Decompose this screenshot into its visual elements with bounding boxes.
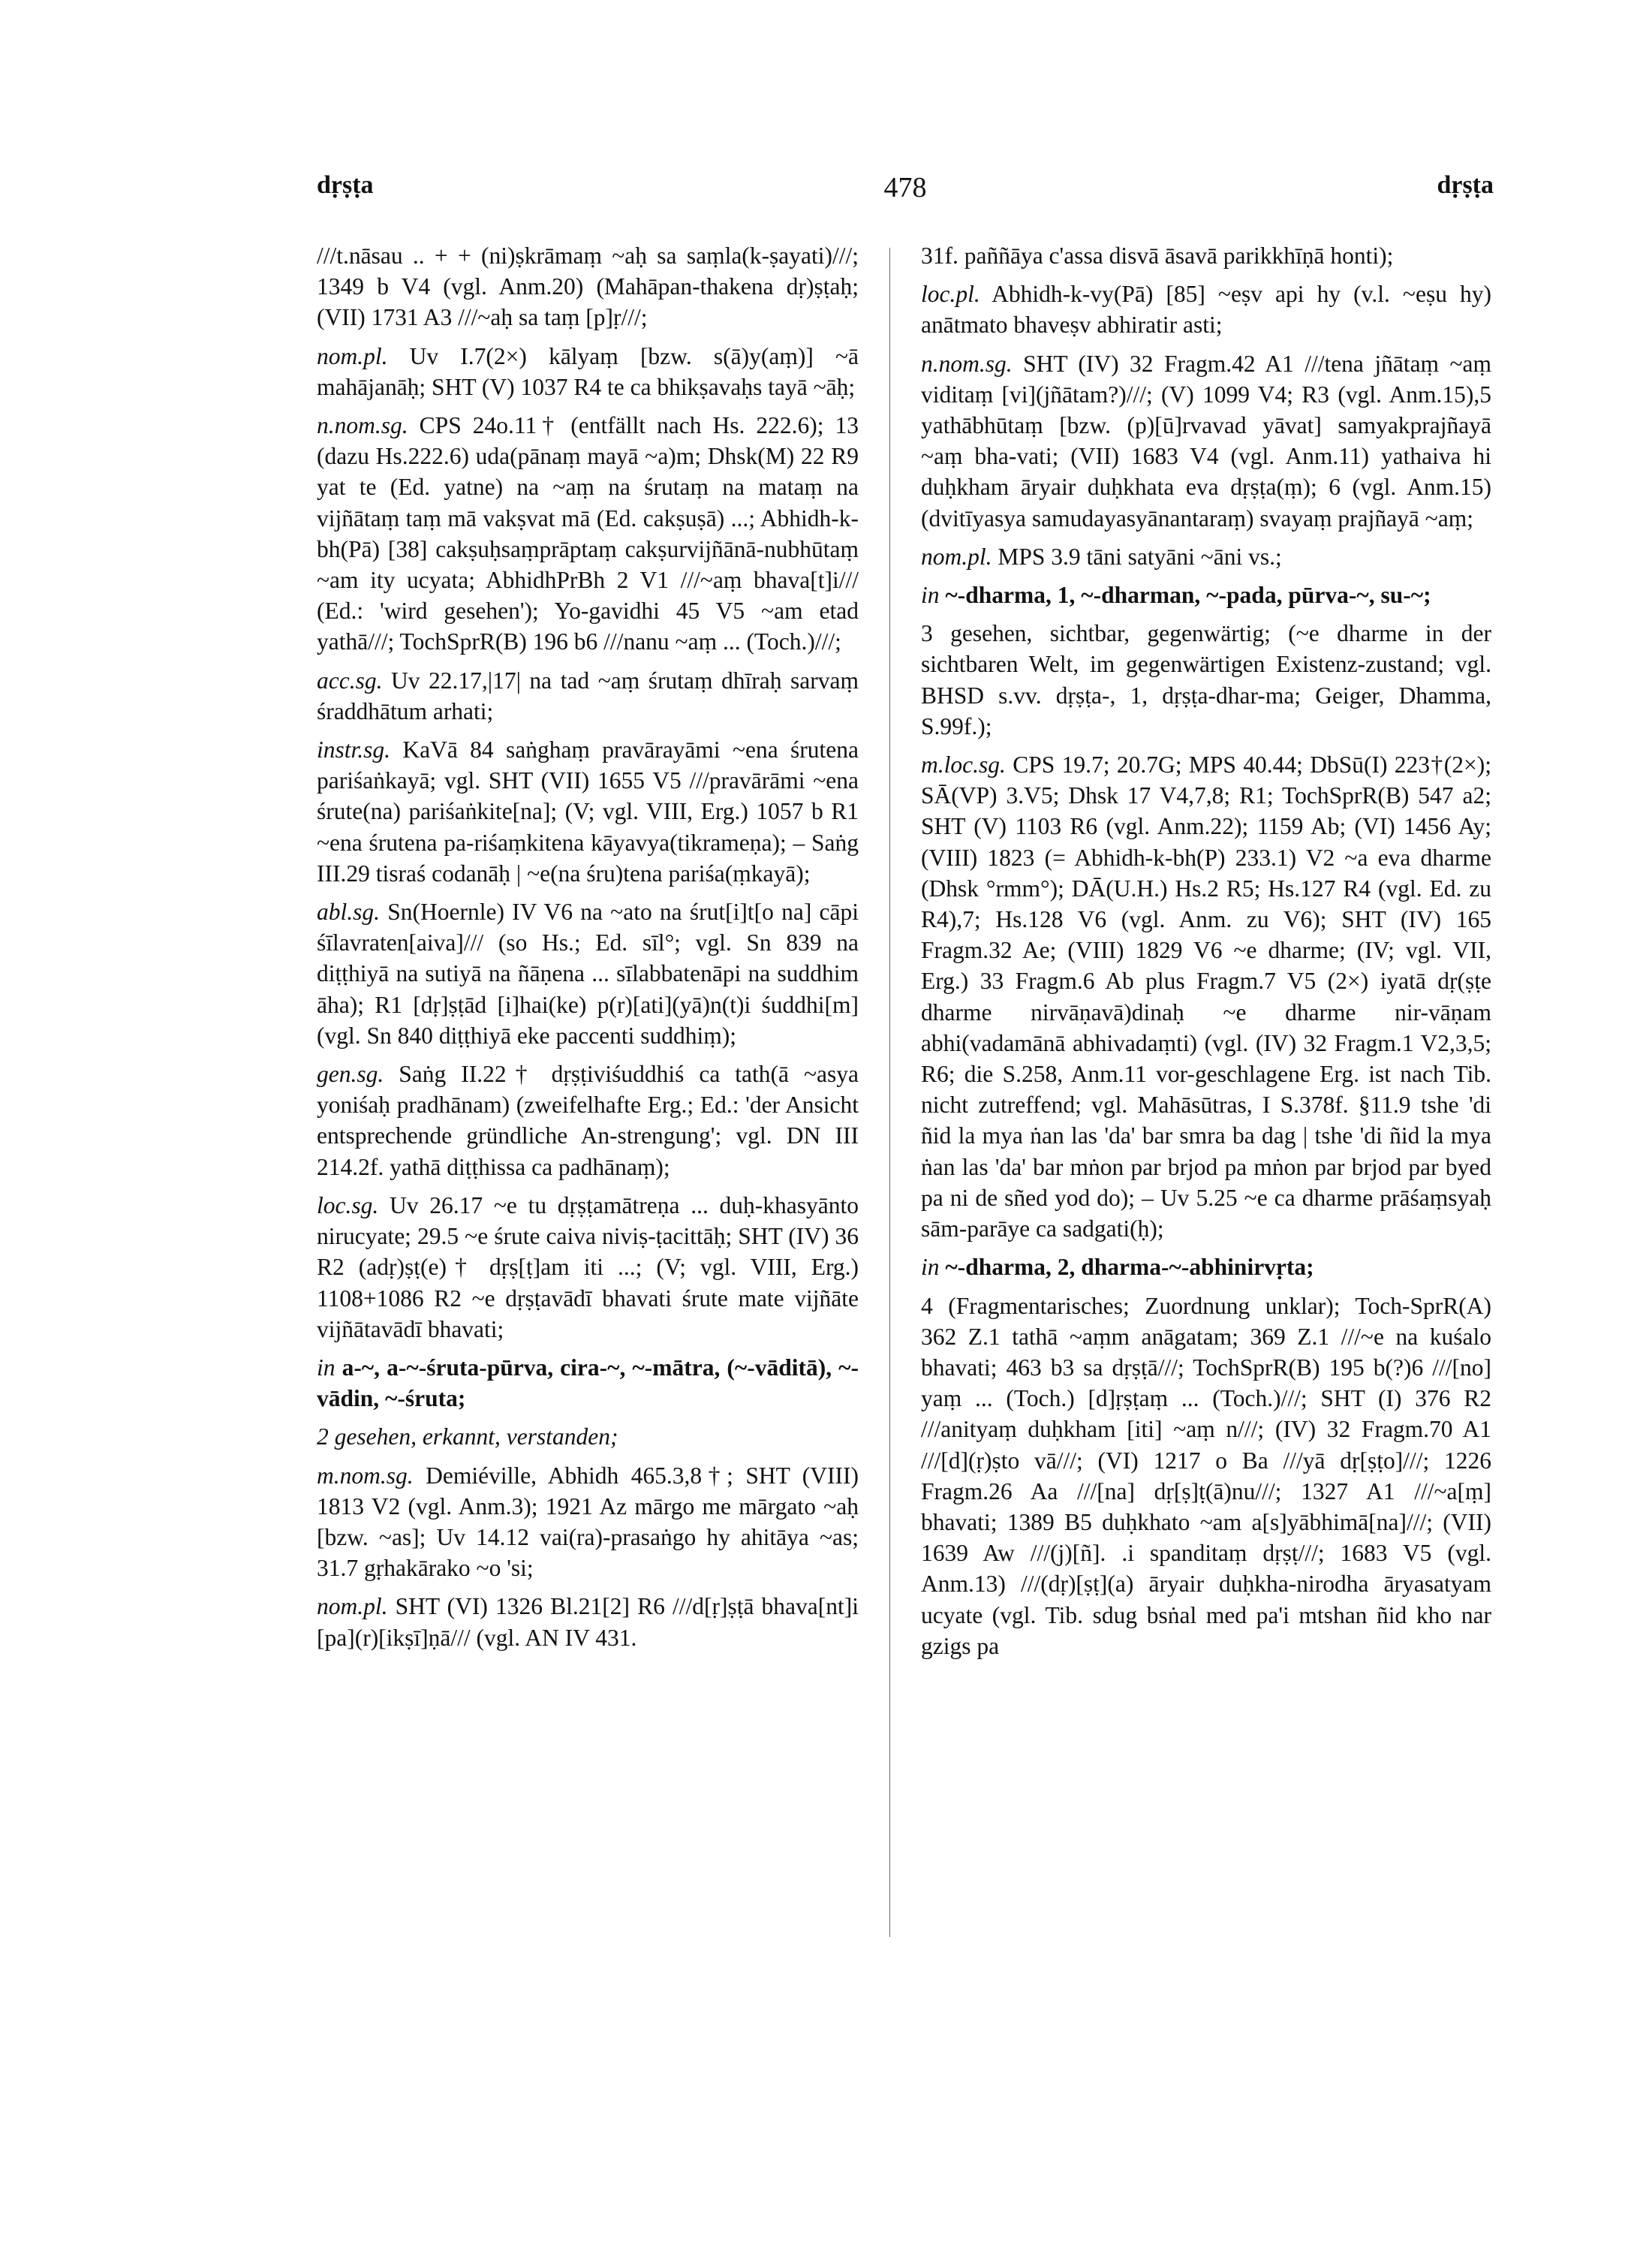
entry-text: ~-dharma, 2, dharma-~-abhinirvṛta;	[945, 1254, 1314, 1281]
entry-label: n.nom.sg.	[317, 412, 408, 439]
entry-label: gen.sg.	[317, 1061, 384, 1088]
entry	[317, 1190, 859, 1345]
entry	[921, 749, 1491, 1244]
header-right-headword: dṛṣṭa	[1437, 171, 1494, 199]
sense-heading: 4 (Fragmentarisches; Zuordnung unklar); Toch-SprR(A) 362 Z.1 tathā ~aṃm anāgatam; 369 Z.1 ///~e na kuśalo bhavati; 463 b3 sa dṛṣṭā///; TochSprR(B) 195 b(?)6 ///[no] yaṃ ... (Toch.) [d]ṛṣṭaṃ ... (Toch.)///; SHT (I) 376 R2 ///anityaṃ duḥkham [iti] ~aṃ n///; (IV) 32 Fragm.70 A1 ///[d](ṛ)ṣto vā///; (VI) 1217 o Ba ///yā dṛ[ṣṭo]///; 1226 Fragm.26 Aa ///[na] dṛ[ṣ]ṭ(ā)nu///; 1327 A1 ///~a[ṃ] bhavati; 1389 B5 duḥkhato ~am a[s]yābhimā[na]///; (VII) 1639 Aw ///(j)[ñ]. .i spanditaṃ dṛṣṭ///; 1683 V5 (vgl. Anm.13) ///(dṛ)[ṣṭ](a) āryair duḥkha-nirodha āryasatyam ucyate (vgl. Tib. sdug bsṅal med pa'i mtshan ñid kho nar gzigs pa	[921, 1292, 1491, 1659]
entry	[921, 240, 1491, 271]
entry	[317, 665, 859, 727]
entry	[317, 1421, 859, 1452]
entry-label: loc.sg.	[317, 1191, 379, 1218]
entry-text: 31f. paññāya c'assa disvā āsavā parikkhīṇā honti);	[921, 242, 1394, 269]
entry	[317, 240, 859, 333]
entry	[921, 1251, 1491, 1282]
entry-text: Sn(Hoernle) IV V6 na ~ato na śrut[i]t[o na] cāpi śīlavraten[aiva]/// (so Hs.; Ed. sīl°; vgl. Sn 839 na diṭṭhiyā na sutiyā na ñāṇena ... sīlabbatenāpi na suddhim āha); R1 [dṛ]ṣṭād [i]hai(ke) p(r)[ati](yā)n(t)i śuddhi[m] (vgl. Sn 840 diṭṭhiyā eke paccenti suddhiṃ);	[317, 899, 859, 1049]
entry-label: m.loc.sg.	[921, 751, 1006, 779]
sense-heading: 2 gesehen, erkannt, verstanden;	[317, 1423, 618, 1450]
entry-label: n.nom.sg.	[921, 350, 1013, 377]
entry-label: nom.pl.	[317, 342, 388, 369]
entry	[317, 1352, 859, 1414]
entry-label: abl.sg.	[317, 899, 381, 926]
page-header	[317, 171, 1494, 216]
entry-text: SHT (VI) 1326 Bl.21[2] R6 ///d[ṛ]ṣṭā bhava[nt]i [pa](r)[ikṣī]ṇā/// (vgl. AN IV 431.	[317, 1593, 859, 1651]
entry	[921, 541, 1491, 572]
entry-label: in	[317, 1354, 336, 1381]
entry-text: Uv 26.17 ~e tu dṛṣṭamātreṇa ... duḥ-khasyānto nirucyate; 29.5 ~e śrute caiva niviṣ-ṭacittāḥ; SHT (IV) 36 R2 (adṛ)ṣṭ(e)† dṛṣ[ṭ]am iti ...; (V; vgl. VIII, Erg.) 1108+1086 R2 ~e dṛṣṭavādī bhavati śrute mate vijñāte vijñātavādī bhavati;	[317, 1191, 859, 1342]
entry-label: nom.pl.	[317, 1593, 388, 1620]
page-number: 478	[883, 172, 927, 203]
entry-label: in	[921, 582, 940, 609]
entry	[317, 1460, 859, 1584]
entry-label: acc.sg.	[317, 667, 383, 694]
column-divider	[889, 248, 890, 1937]
entry-label: loc.pl.	[921, 281, 980, 308]
entry	[921, 580, 1491, 610]
entry-text: a-~, a-~-śruta-pūrva, cira-~, ~-mātra, (~-vāditā), ~-vādin, ~-śruta;	[317, 1354, 859, 1412]
entry-label: in	[921, 1254, 940, 1281]
entry-text: Uv 22.17,|17| na tad ~aṃ śrutaṃ dhīraḥ sarvaṃ śraddhātum arhati;	[317, 667, 859, 724]
entry	[317, 1059, 859, 1182]
entry-text: Saṅg II.22† dṛṣṭiviśuddhiś ca tath(ā ~asya yoniśaḥ pradhānam) (zweifelhafte Erg.; Ed.: 'der Ansicht entsprechende gründliche An-strengung'; vgl. DN III 214.2f. yathā diṭṭhissa ca padhānaṃ);	[317, 1061, 859, 1180]
entry-text: CPS 24o.11† (entfällt nach Hs. 222.6); 13 (dazu Hs.222.6) uda(pānaṃ mayā ~a)m; Dhsk(M) 22 R9 yat te (Ed. yatne) na ~aṃ na śrutaṃ na mataṃ na vijñātaṃ taṃ mā vakṣvat mā (Ed. cakṣuṣā) ...; Abhidh-k-bh(Pā) [38] cakṣuḥsaṃprāptaṃ cakṣurvijñānā-nubhūtaṃ ~am ity ucyata; AbhidhPrBh 2 V1 ///~aṃ bhava[t]i/// (Ed.: 'wird gesehen'); Yo-gavidhi 45 V5 ~am etad yathā///; TochSprR(B) 196 b6 ///nanu ~aṃ ... (Toch.)///;	[317, 412, 859, 655]
entry-text: KaVā 84 saṅghaṃ pravārayāmi ~ena śrutena pariśaṅkayā; vgl. SHT (VII) 1655 V5 ///pravārāmi ~ena śrute(na) pariśaṅkite[na]; (V; vgl. VIII, Erg.) 1057 b R1 ~ena śrutena pa-riśaṃkitena kāyavya(tikrameṇa); – Saṅg III.29 tisraś codanāḥ | ~e(na śru)tena pariśa(ṃkayā);	[317, 736, 859, 887]
entry-text: Demiéville, Abhidh 465.3,8†; SHT (VIII) 1813 V2 (vgl. Anm.3); 1921 Az mārgo me mārgato ~aḥ [bzw. ~as]; Uv 14.12 vai(ra)-prasaṅgo hy ahitāya ~as; 31.7 gṛhakārako ~o 'si;	[317, 1462, 859, 1582]
entry	[317, 896, 859, 1051]
entry-text: ///t.nāsau .. + + (ni)ṣkrāmaṃ ~aḥ sa saṃla(k-ṣayati)///; 1349 b V4 (vgl. Anm.20) (Mahāpan-thakena dṛ)ṣṭaḥ; (VII) 1731 A3 ///~aḥ sa taṃ [p]ṛ///;	[317, 242, 859, 331]
entry-text: Uv I.7(2×) kālyaṃ [bzw. s(ā)y(aṃ)] ~ā mahājanāḥ; SHT (V) 1037 R4 te ca bhikṣavaḥs tayā ~āḥ;	[317, 342, 859, 400]
entry	[921, 1291, 1491, 1661]
entry-text: SHT (IV) 32 Fragm.42 A1 ///tena jñātaṃ ~aṃ viditaṃ [vi](jñātam?)///; (V) 1099 V4; R3 (vgl. Anm.15),5 yathābhūtaṃ [bzw. (p)[ū]rvavad yāvat] samyakprajñayā ~aṃ bha-vati; (VII) 1683 V4 (vgl. Anm.11) yathaiva hi duḥkham āryair duḥkhata eva dṛṣṭa(ṃ); 6 (vgl. Anm.15) (dvitīyasya samudayasyānantaraṃ) svayaṃ prajñayā ~aṃ;	[921, 350, 1491, 532]
right-column	[921, 240, 1491, 1669]
entry	[921, 279, 1491, 340]
entry	[921, 618, 1491, 742]
entry	[921, 348, 1491, 534]
entry-label: m.nom.sg.	[317, 1462, 414, 1489]
entry-text: MPS 3.9 tāni satyāni ~āni vs.;	[998, 543, 1282, 570]
entry-text: ~-dharma, 1, ~-dharman, ~-pada, pūrva-~, su-~;	[945, 582, 1431, 609]
entry-text: Abhidh-k-vy(Pā) [85] ~eṣv api hy (v.l. ~eṣu hy) anātmato bhaveṣv abhiratir asti;	[921, 281, 1492, 339]
entry	[317, 734, 859, 889]
entry	[317, 1591, 859, 1652]
entry-label: nom.pl.	[921, 543, 992, 570]
entry	[317, 341, 859, 402]
entry-label: instr.sg.	[317, 736, 391, 764]
entry-text: CPS 19.7; 20.7G; MPS 40.44; DbSū(I) 223†(2×); SĀ(VP) 3.V5; Dhsk 17 V4,7,8; R1; TochSprR(B) 547 a2; SHT (V) 1103 R6 (vgl. Anm.22); 1159 Ab; (VI) 1456 Ay; (VIII) 1823 (= Abhidh-k-bh(P) 233.1) V2 ~a eva dharme (Dhsk °rmm°); DĀ(U.H.) Hs.2 R5; Hs.127 R4 (vgl. Ed. zu R4),7; Hs.128 V6 (vgl. Anm. zu V6); SHT (IV) 165 Fragm.32 Ae; (VIII) 1829 V6 ~e dharme; (IV; vgl. VII, Erg.) 33 Fragm.6 Ab plus Fragm.7 V5 (2×) iyatā dṛ(ṣṭe dharme nirvāṇavā)dinaḥ ~e dharme nir-vāṇam abhi(vadamānā abhivadaṃti) (vgl. (IV) 32 Fragm.1 V2,3,5; R6; die S.258, Anm.11 vor-geschlagene Erg. ist nach Tib. nicht zutreffend; vgl. Mahāsūtras, I S.378f. §11.9 tshe 'di ñid la mya ṅan las 'da' bar smra ba dag | tshe 'di ñid la mya ṅan las 'da' bar mṅon par brjod pa mṅon par brjod par byed pa ni de sñed yod do); – Uv 5.25 ~e ca dharme prāśaṃsyaḥ sām-parāye ca sadgati(ḥ);	[921, 751, 1491, 1242]
left-column	[317, 240, 859, 1661]
header-left-headword: dṛṣṭa	[317, 171, 374, 199]
entry	[317, 410, 859, 658]
sense-heading: 3 gesehen, sichtbar, gegenwärtig; (~e dharme in der sichtbaren Welt, im gegenwärtigen Existenz-zustand; vgl. BHSD s.vv. dṛṣṭa-, 1, dṛṣṭa-dhar-ma; Geiger, Dhamma, S.99f.);	[921, 620, 1491, 739]
